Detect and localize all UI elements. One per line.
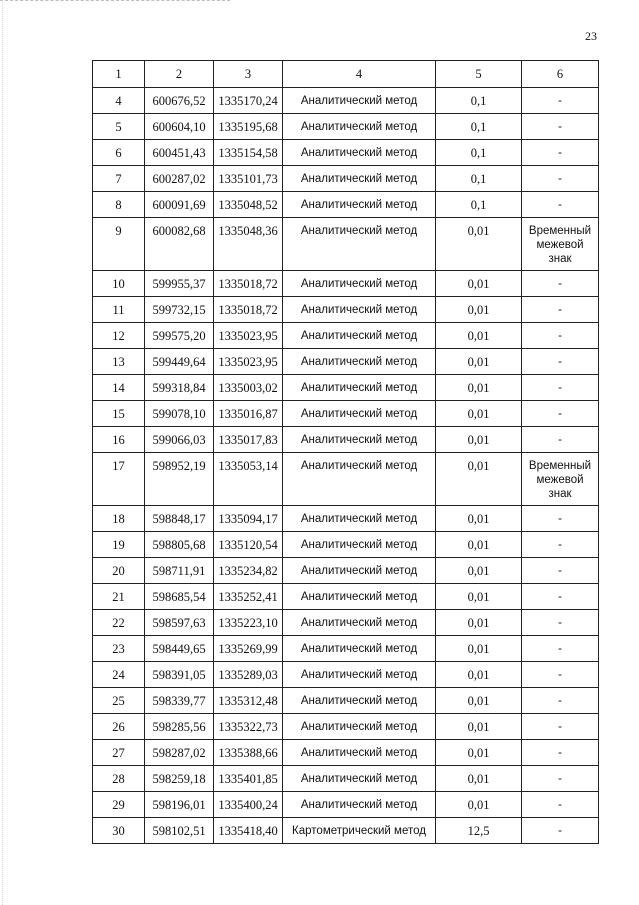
method-cell: Аналитический метод [283,662,436,688]
x-coordinate-cell: 598952,19 [145,453,214,506]
scan-edge-left [2,0,4,905]
x-coordinate-cell: 599575,20 [145,323,214,349]
table-row [93,662,599,688]
note-cell: - [522,427,599,453]
y-coordinate-cell: 1335094,17 [214,506,283,532]
y-coordinate-cell: 1335023,95 [214,349,283,375]
y-coordinate-cell: 1335018,72 [214,271,283,297]
note-cell: - [522,740,599,766]
y-coordinate-cell: 1335170,24 [214,88,283,114]
point-number-cell: 27 [93,740,145,766]
point-number-cell: 15 [93,401,145,427]
table-row [93,714,599,740]
note-cell: Временный межевой знак [522,218,599,271]
point-number-cell: 18 [93,506,145,532]
table-row [93,427,599,453]
table-row [93,792,599,818]
note-cell: - [522,714,599,740]
precision-cell: 0,1 [436,166,522,192]
y-coordinate-cell: 1335322,73 [214,714,283,740]
note-cell: - [522,506,599,532]
y-coordinate-cell: 1335418,40 [214,818,283,844]
method-cell: Аналитический метод [283,166,436,192]
method-cell: Аналитический метод [283,714,436,740]
note-cell: Временный межевой знак [522,453,599,506]
precision-cell: 0,01 [436,401,522,427]
method-cell: Аналитический метод [283,349,436,375]
method-cell: Аналитический метод [283,192,436,218]
table-row [93,740,599,766]
table-row [93,401,599,427]
table-row [93,506,599,532]
table-row [93,218,599,271]
y-coordinate-cell: 1335289,03 [214,662,283,688]
x-coordinate-cell: 598391,05 [145,662,214,688]
y-coordinate-cell: 1335023,95 [214,323,283,349]
point-number-cell: 28 [93,766,145,792]
precision-cell: 0,01 [436,558,522,584]
table-row [93,166,599,192]
table-row [93,766,599,792]
method-cell: Аналитический метод [283,297,436,323]
column-header-2: 2 [145,61,214,88]
x-coordinate-cell: 600676,52 [145,88,214,114]
precision-cell: 0,1 [436,140,522,166]
table-row [93,88,599,114]
table-body [93,88,599,844]
y-coordinate-cell: 1335018,72 [214,297,283,323]
method-cell: Аналитический метод [283,584,436,610]
x-coordinate-cell: 598339,77 [145,688,214,714]
method-cell: Аналитический метод [283,740,436,766]
x-coordinate-cell: 598287,02 [145,740,214,766]
table-row [93,584,599,610]
precision-cell: 0,01 [436,740,522,766]
point-number-cell: 6 [93,140,145,166]
precision-cell: 0,01 [436,453,522,506]
point-number-cell: 20 [93,558,145,584]
y-coordinate-cell: 1335223,10 [214,610,283,636]
method-cell: Аналитический метод [283,323,436,349]
point-number-cell: 21 [93,584,145,610]
y-coordinate-cell: 1335101,73 [214,166,283,192]
method-cell: Аналитический метод [283,766,436,792]
precision-cell: 0,01 [436,610,522,636]
y-coordinate-cell: 1335401,85 [214,766,283,792]
y-coordinate-cell: 1335234,82 [214,558,283,584]
precision-cell: 0,1 [436,192,522,218]
coordinates-table [92,60,599,844]
precision-cell: 0,01 [436,792,522,818]
point-number-cell: 8 [93,192,145,218]
precision-cell: 0,01 [436,375,522,401]
note-cell: - [522,349,599,375]
precision-cell: 0,01 [436,532,522,558]
table-row [93,453,599,506]
method-cell: Аналитический метод [283,114,436,140]
method-cell: Аналитический метод [283,558,436,584]
y-coordinate-cell: 1335195,68 [214,114,283,140]
table-row [93,375,599,401]
x-coordinate-cell: 598449,65 [145,636,214,662]
y-coordinate-cell: 1335252,41 [214,584,283,610]
note-cell: - [522,792,599,818]
note-cell: - [522,140,599,166]
column-header-5: 5 [436,61,522,88]
column-header-3: 3 [214,61,283,88]
point-number-cell: 13 [93,349,145,375]
point-number-cell: 14 [93,375,145,401]
y-coordinate-cell: 1335388,66 [214,740,283,766]
method-cell: Аналитический метод [283,271,436,297]
note-cell: - [522,166,599,192]
note-cell: - [522,323,599,349]
precision-cell: 0,01 [436,584,522,610]
x-coordinate-cell: 598196,01 [145,792,214,818]
x-coordinate-cell: 599066,03 [145,427,214,453]
point-number-cell: 25 [93,688,145,714]
method-cell: Аналитический метод [283,375,436,401]
precision-cell: 0,01 [436,349,522,375]
x-coordinate-cell: 598597,63 [145,610,214,636]
precision-cell: 0,01 [436,297,522,323]
x-coordinate-cell: 598711,91 [145,558,214,584]
note-cell: - [522,192,599,218]
point-number-cell: 5 [93,114,145,140]
x-coordinate-cell: 599732,15 [145,297,214,323]
y-coordinate-cell: 1335400,24 [214,792,283,818]
table-row [93,323,599,349]
point-number-cell: 30 [93,818,145,844]
precision-cell: 0,01 [436,427,522,453]
column-header-4: 4 [283,61,436,88]
method-cell: Аналитический метод [283,532,436,558]
x-coordinate-cell: 600451,43 [145,140,214,166]
note-cell: - [522,375,599,401]
table-row [93,297,599,323]
precision-cell: 0,01 [436,271,522,297]
note-cell: - [522,610,599,636]
y-coordinate-cell: 1335053,14 [214,453,283,506]
x-coordinate-cell: 598102,51 [145,818,214,844]
scan-edge-top [0,0,230,4]
method-cell: Аналитический метод [283,218,436,271]
precision-cell: 0,1 [436,114,522,140]
y-coordinate-cell: 1335017,83 [214,427,283,453]
y-coordinate-cell: 1335003,02 [214,375,283,401]
note-cell: - [522,584,599,610]
note-cell: - [522,88,599,114]
point-number-cell: 24 [93,662,145,688]
method-cell: Аналитический метод [283,88,436,114]
precision-cell: 0,01 [436,662,522,688]
x-coordinate-cell: 599449,64 [145,349,214,375]
x-coordinate-cell: 598685,54 [145,584,214,610]
table-row [93,818,599,844]
point-number-cell: 4 [93,88,145,114]
point-number-cell: 22 [93,610,145,636]
note-cell: - [522,636,599,662]
note-cell: - [522,766,599,792]
method-cell: Аналитический метод [283,401,436,427]
precision-cell: 0,01 [436,323,522,349]
precision-cell: 0,01 [436,506,522,532]
precision-cell: 0,01 [436,636,522,662]
precision-cell: 12,5 [436,818,522,844]
y-coordinate-cell: 1335312,48 [214,688,283,714]
method-cell: Аналитический метод [283,610,436,636]
column-header-1: 1 [93,61,145,88]
method-cell: Картометрический метод [283,818,436,844]
note-cell: - [522,114,599,140]
precision-cell: 0,01 [436,218,522,271]
y-coordinate-cell: 1335120,54 [214,532,283,558]
note-cell: - [522,688,599,714]
point-number-cell: 26 [93,714,145,740]
x-coordinate-cell: 599078,10 [145,401,214,427]
x-coordinate-cell: 600287,02 [145,166,214,192]
x-coordinate-cell: 600604,10 [145,114,214,140]
method-cell: Аналитический метод [283,688,436,714]
y-coordinate-cell: 1335154,58 [214,140,283,166]
point-number-cell: 10 [93,271,145,297]
x-coordinate-cell: 600091,69 [145,192,214,218]
point-number-cell: 29 [93,792,145,818]
table-row [93,114,599,140]
method-cell: Аналитический метод [283,636,436,662]
point-number-cell: 11 [93,297,145,323]
x-coordinate-cell: 598285,56 [145,714,214,740]
method-cell: Аналитический метод [283,453,436,506]
page-number: 23 [585,29,597,43]
column-header-6: 6 [522,61,599,88]
x-coordinate-cell: 598805,68 [145,532,214,558]
point-number-cell: 19 [93,532,145,558]
table-row [93,349,599,375]
table-row [93,271,599,297]
table-row [93,192,599,218]
table-row [93,610,599,636]
precision-cell: 0,01 [436,714,522,740]
method-cell: Аналитический метод [283,792,436,818]
point-number-cell: 7 [93,166,145,192]
x-coordinate-cell: 599318,84 [145,375,214,401]
method-cell: Аналитический метод [283,506,436,532]
precision-cell: 0,01 [436,688,522,714]
table-row [93,532,599,558]
method-cell: Аналитический метод [283,140,436,166]
note-cell: - [522,271,599,297]
x-coordinate-cell: 598259,18 [145,766,214,792]
point-number-cell: 23 [93,636,145,662]
x-coordinate-cell: 598848,17 [145,506,214,532]
note-cell: - [522,558,599,584]
table-row [93,140,599,166]
note-cell: - [522,297,599,323]
point-number-cell: 17 [93,453,145,506]
x-coordinate-cell: 599955,37 [145,271,214,297]
note-cell: - [522,818,599,844]
note-cell: - [522,532,599,558]
table-row [93,558,599,584]
y-coordinate-cell: 1335048,36 [214,218,283,271]
precision-cell: 0,1 [436,88,522,114]
note-cell: - [522,662,599,688]
y-coordinate-cell: 1335016,87 [214,401,283,427]
x-coordinate-cell: 600082,68 [145,218,214,271]
method-cell: Аналитический метод [283,427,436,453]
note-cell: - [522,401,599,427]
header-row [93,61,599,88]
precision-cell: 0,01 [436,766,522,792]
point-number-cell: 16 [93,427,145,453]
y-coordinate-cell: 1335269,99 [214,636,283,662]
point-number-cell: 12 [93,323,145,349]
table-row [93,688,599,714]
point-number-cell: 9 [93,218,145,271]
table-row [93,636,599,662]
y-coordinate-cell: 1335048,52 [214,192,283,218]
